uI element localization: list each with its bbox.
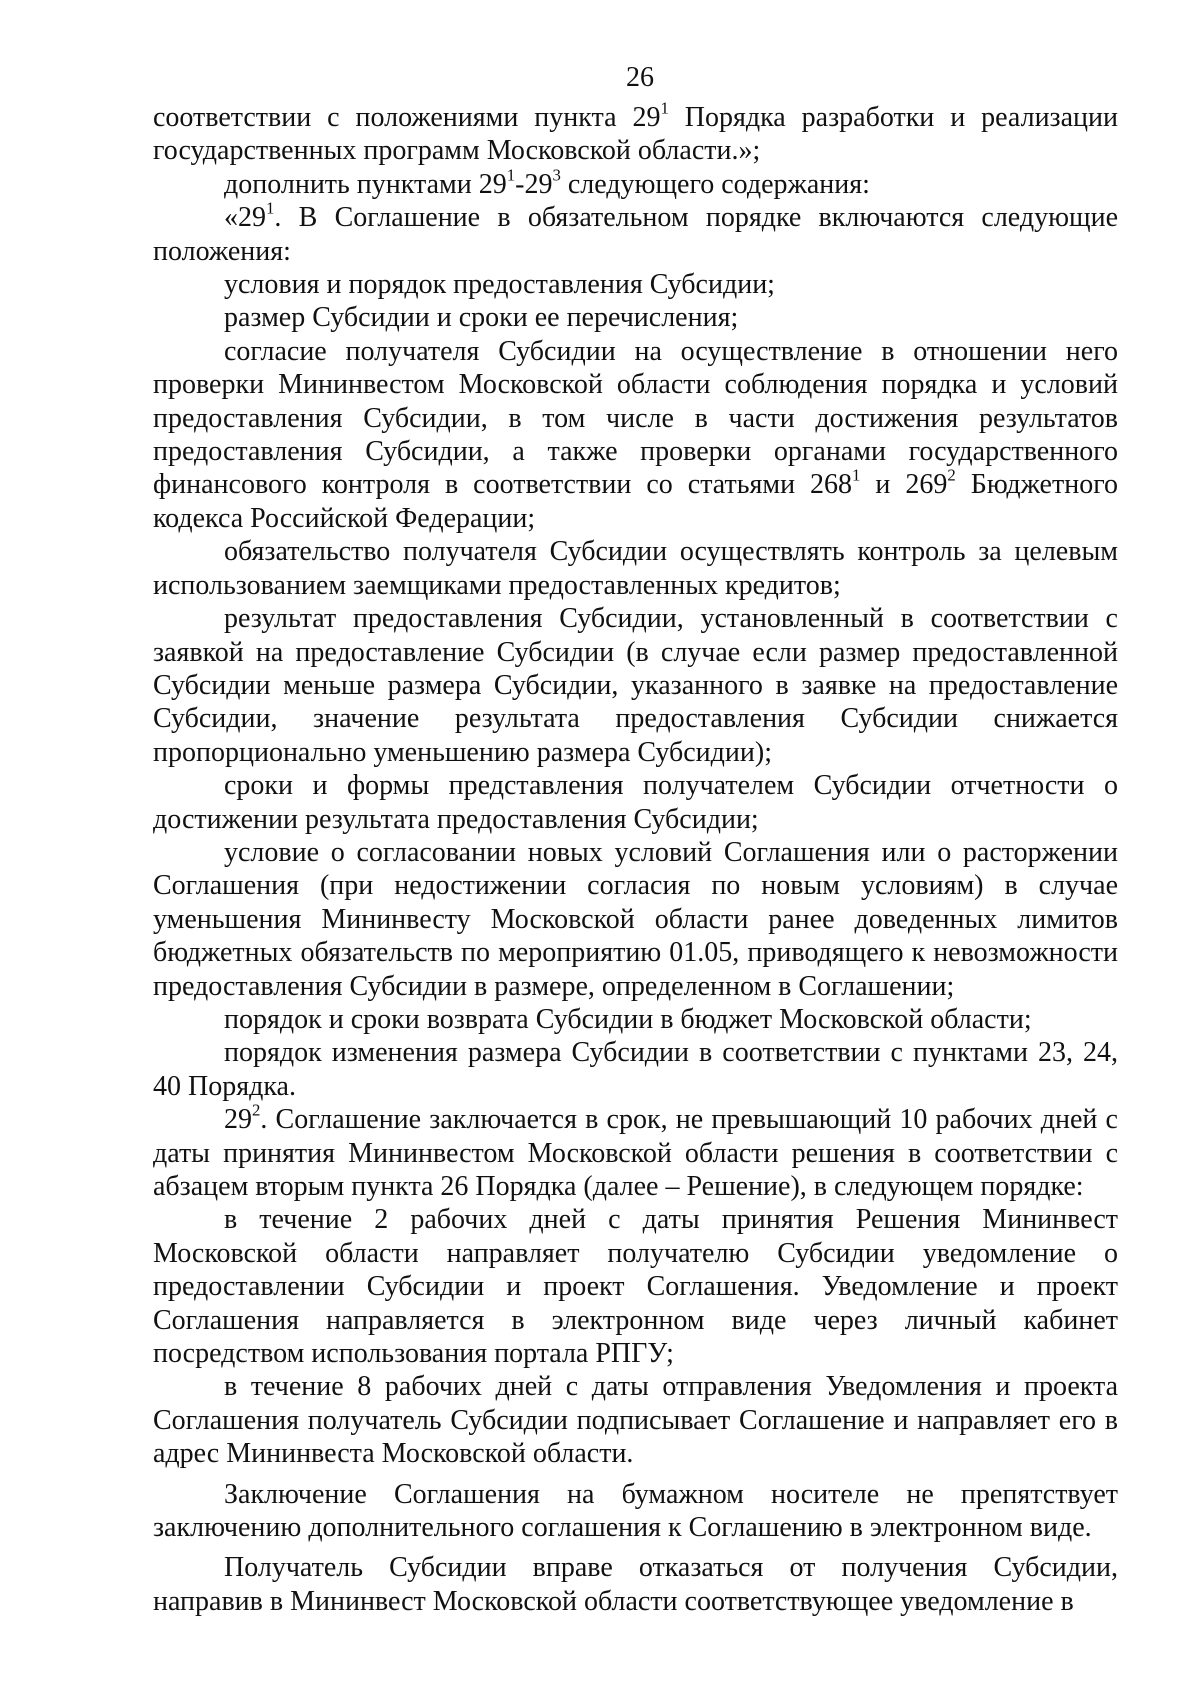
- paragraph: Получатель Субсидии вправе отказаться от получения Субсидии, направив в Мининвест Московской области соответствующее уведомление в: [153, 1552, 1118, 1617]
- document-body: [153, 98, 1118, 1618]
- paragraph: обязательство получателя Субсидии осуществлять контроль за целевым использованием заемщиками предоставленных кредитов;: [153, 536, 1118, 601]
- paragraph: $29^2$. Соглашение заключается в срок, не превышающий 10 рабочих дней с даты принятия Мининвестом Московской области решения в соответствии с абзацем вторым пункта 26 Порядка (далее – Решение), в следующем порядке:: [153, 1100, 1118, 1202]
- superscript: 1: [506, 165, 516, 185]
- paragraph: размер Субсидии и сроки ее перечисления;: [224, 302, 739, 334]
- superscript: 1: [852, 465, 861, 485]
- paragraph: согласие получателя Субсидии на осуществление в отношении него проверки Мининвестом Московской области соблюдения порядка и условий предоставления Субсидии, в том числе в части достижения результатов предоставления Субсидии, а также проверки органами государственного финансового контроля в соответствии со статьями $268^1$ и $269^2$ Бюджетного кодекса Российской Федерации;: [153, 335, 1118, 534]
- superscript: 2: [252, 1100, 261, 1120]
- paragraph: порядок и сроки возврата Субсидии в бюджет Московской области;: [224, 1003, 1032, 1035]
- paragraph: условие о согласовании новых условий Соглашения или о расторжении Соглашения (при недостижении согласия по новым условиям) в случае уменьшения Мининвесту Московской области ранее доведенных лимитов бюджетных обязательств по мероприятию 01.05, приводящего к невозможности предоставления Субсидии в размере, определенном в Соглашении;: [153, 836, 1118, 1002]
- page-number: 26: [626, 62, 654, 93]
- paragraph: сроки и формы представления получателем Субсидии отчетности о достижении результата предоставления Субсидии;: [153, 770, 1118, 835]
- superscript: 3: [552, 165, 561, 185]
- paragraph: Заключение Соглашения на бумажном носителе не препятствует заключению дополнительного соглашения к Соглашению в электронном виде.: [153, 1478, 1118, 1544]
- paragraph: дополнить пунктами $29^1-29^3$ следующего содержания:: [224, 165, 870, 200]
- paragraph: в течение 8 рабочих дней с даты отправления Уведомления и проекта Соглашения получатель Субсидии подписывает Соглашение и направляет его в адрес Мининвеста Московской области.: [153, 1371, 1118, 1470]
- superscript: 2: [947, 465, 956, 485]
- paragraph: соответствии с положениями пункта $29^1$ Порядка разработки и реализации государственных программ Московской области.»;: [153, 98, 1118, 167]
- superscript: 1: [660, 98, 669, 118]
- paragraph: результат предоставления Субсидии, установленный в соответствии с заявкой на предоставление Субсидии (в случае если размер предоставленной Субсидии меньше размера Субсидии, указанного в заявке на предоставление Субсидии, значение результата предоставления Субсидии снижается пропорционально уменьшению размера Субсидии);: [153, 603, 1118, 768]
- paragraph: «$29^1$. В Соглашение в обязательном порядке включаются следующие положения:: [153, 198, 1118, 267]
- paragraph: в течение 2 рабочих дней с даты принятия Решения Мининвест Московской области направляет получателю Субсидии уведомление о предоставлении Субсидии и проект Соглашения. Уведомление и проект Соглашения направляется в электронном виде через личный кабинет посредством использования портала РПГУ;: [153, 1204, 1118, 1370]
- superscript: 1: [266, 198, 275, 218]
- paragraph: порядок изменения размера Субсидии в соответствии с пунктами 23, 24, 40 Порядка.: [153, 1037, 1118, 1102]
- paragraph: условия и порядок предоставления Субсидии;: [224, 269, 775, 301]
